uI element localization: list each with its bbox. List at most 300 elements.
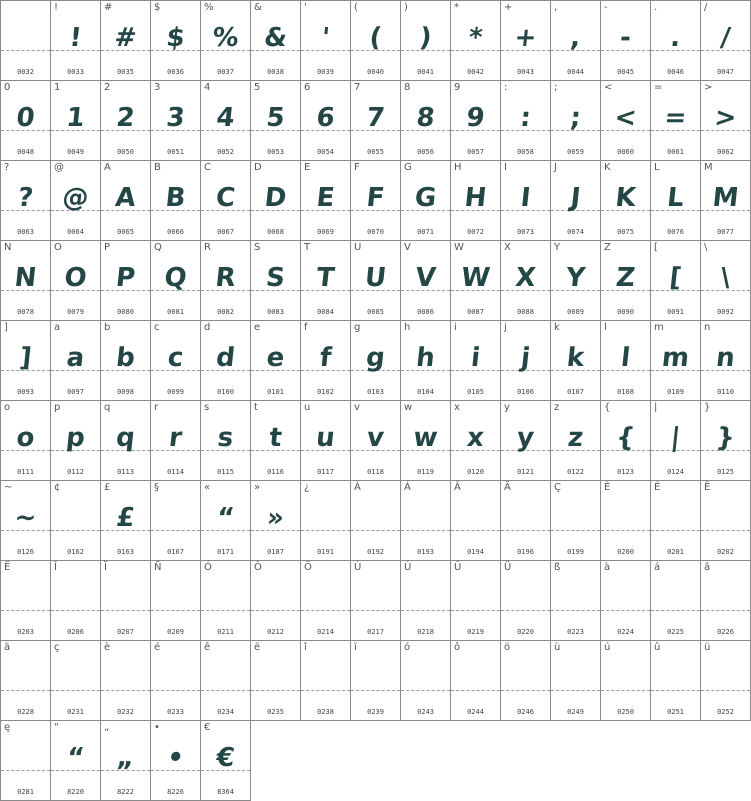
glyph-cell: [0, 160, 50, 240]
glyph-cell: [500, 480, 550, 560]
glyph-cell: [50, 640, 100, 720]
char-code: 0115: [217, 468, 234, 476]
glyph-cell: [600, 400, 650, 480]
glyph-sample: [599, 495, 653, 541]
glyph-cell: [350, 160, 400, 240]
glyph-cell: [650, 0, 700, 80]
character-label: ¿: [304, 482, 310, 493]
char-code: 0072: [467, 228, 484, 236]
glyph-cell: [200, 160, 250, 240]
glyph-cell: [600, 160, 650, 240]
glyph-sample: -: [618, 23, 633, 53]
glyph-sample: [649, 575, 703, 621]
glyph-sample: D: [263, 183, 288, 213]
character-label: Ç: [554, 482, 561, 493]
character-label: P: [104, 242, 111, 253]
character-label: l: [604, 322, 607, 333]
glyph-cell: [450, 160, 500, 240]
char-code: 0056: [417, 148, 434, 156]
character-label: B: [154, 162, 161, 173]
glyph-sample: [499, 655, 553, 701]
character-label: ù: [554, 642, 561, 653]
glyph-cell: [550, 560, 600, 640]
char-code: 8222: [117, 788, 134, 796]
glyph-sample: n: [714, 343, 737, 373]
glyph-sample: $: [164, 23, 187, 53]
glyph-sample: 6: [314, 103, 337, 133]
glyph-cell: [200, 80, 250, 160]
char-code: 0092: [717, 308, 734, 316]
glyph-sample: u: [314, 423, 337, 453]
character-label: 3: [154, 82, 161, 93]
char-code: 0108: [617, 388, 634, 396]
char-code: 0202: [717, 548, 734, 556]
glyph-sample: j: [519, 343, 532, 373]
character-label: 9: [454, 82, 461, 93]
char-code: 0075: [617, 228, 634, 236]
character-label: ': [304, 2, 307, 13]
glyph-cell: [0, 480, 50, 560]
character-label: 2: [104, 82, 111, 93]
character-label: <: [604, 82, 613, 93]
glyph-sample: ,: [568, 23, 583, 53]
character-label: o: [4, 402, 11, 413]
character-label: h: [404, 322, 411, 333]
char-code: 0042: [467, 68, 484, 76]
char-code: 0050: [117, 148, 134, 156]
char-code: 0101: [267, 388, 284, 396]
character-label: Ä: [504, 482, 511, 493]
glyph-sample: N: [13, 263, 38, 293]
glyph-cell: [250, 240, 300, 320]
character-label: “: [54, 722, 60, 733]
char-code: 8226: [167, 788, 184, 796]
glyph-cell: [150, 400, 200, 480]
character-label: §: [154, 482, 159, 493]
char-code: 0093: [17, 388, 34, 396]
character-label: \: [704, 242, 708, 253]
character-label: H: [454, 162, 462, 173]
character-label: Ë: [4, 562, 11, 573]
character-label: 6: [304, 82, 311, 93]
char-code: 0238: [317, 708, 334, 716]
glyph-sample: R: [213, 263, 238, 293]
glyph-cell: [200, 240, 250, 320]
character-label: q: [104, 402, 111, 413]
glyph-sample: Y: [564, 263, 587, 293]
char-code: 0040: [367, 68, 384, 76]
char-code: 0218: [417, 628, 434, 636]
char-code: 0244: [467, 708, 484, 716]
glyph-sample: /: [719, 23, 732, 53]
character-label: R: [204, 242, 211, 253]
char-code: 0112: [67, 468, 84, 476]
character-label: k: [554, 322, 560, 333]
glyph-sample: c: [166, 343, 185, 373]
character-label: ô: [454, 642, 461, 653]
char-code: 0162: [67, 548, 84, 556]
char-code: 0097: [67, 388, 84, 396]
glyph-cell: [250, 560, 300, 640]
character-label: e: [254, 322, 261, 333]
glyph-sample: b: [114, 343, 137, 373]
character-label: {: [604, 402, 611, 413]
glyph-sample: [349, 575, 403, 621]
character-label: Ù: [354, 562, 362, 573]
char-code: 0071: [417, 228, 434, 236]
glyph-cell: [0, 80, 50, 160]
glyph-cell: [400, 160, 450, 240]
glyph-sample: I: [519, 183, 532, 213]
char-code: 0194: [467, 548, 484, 556]
glyph-cell: [450, 320, 500, 400]
char-code: 0107: [567, 388, 584, 396]
character-label: b: [104, 322, 111, 333]
glyph-cell: [400, 480, 450, 560]
glyph-sample: L: [665, 183, 686, 213]
glyph-sample: f: [318, 343, 333, 373]
char-code: 0085: [367, 308, 384, 316]
character-label: Y: [554, 242, 561, 253]
character-label: 7: [354, 82, 361, 93]
glyph-cell: [300, 320, 350, 400]
char-code: 0235: [267, 708, 284, 716]
character-label: w: [404, 402, 413, 413]
glyph-cell: [100, 0, 150, 80]
char-code: 0209: [167, 628, 184, 636]
glyph-cell: [0, 560, 50, 640]
glyph-sample: a: [65, 343, 86, 373]
glyph-sample: O: [62, 263, 89, 293]
glyph-sample: U: [363, 263, 388, 293]
char-code: 8220: [67, 788, 84, 796]
glyph-cell: [600, 640, 650, 721]
char-code: 0125: [717, 468, 734, 476]
char-code: 0062: [717, 148, 734, 156]
glyph-sample: q: [114, 423, 137, 453]
glyph-sample: <: [613, 103, 638, 133]
char-code: 0250: [617, 708, 634, 716]
glyph-sample: ': [319, 23, 332, 53]
glyph-sample: S: [264, 263, 287, 293]
glyph-sample: v: [365, 423, 386, 453]
glyph-sample: [0, 15, 52, 61]
character-label: î: [304, 642, 307, 653]
char-code: 0118: [367, 468, 384, 476]
char-code: 0057: [467, 148, 484, 156]
glyph-sample: (: [367, 23, 384, 53]
glyph-cell: [650, 320, 700, 400]
glyph-cell: [0, 240, 50, 320]
character-label: £: [104, 482, 111, 493]
glyph-sample: [399, 575, 453, 621]
glyph-cell: [550, 80, 600, 160]
glyph-sample: •: [165, 743, 186, 773]
char-code: 0167: [167, 548, 184, 556]
character-label: j: [504, 322, 507, 333]
glyph-sample: .: [668, 23, 683, 53]
char-code: 0088: [517, 308, 534, 316]
glyph-sample: [649, 655, 703, 701]
glyph-cell: [650, 160, 700, 240]
glyph-sample: |: [669, 423, 682, 453]
character-label: ): [404, 2, 408, 13]
glyph-sample: [549, 575, 603, 621]
char-code: 0212: [267, 628, 284, 636]
glyph-cell: [700, 480, 751, 560]
glyph-sample: G: [413, 183, 438, 213]
glyph-sample: s: [216, 423, 235, 453]
glyph-sample: ?: [16, 183, 35, 213]
glyph-sample: *: [467, 23, 484, 53]
glyph-cell: [150, 640, 200, 720]
char-code: 0191: [317, 548, 334, 556]
character-label: L: [654, 162, 660, 173]
glyph-cell: [700, 160, 751, 240]
glyph-cell: [400, 240, 450, 320]
char-code: 0066: [167, 228, 184, 236]
character-label: ,: [554, 2, 558, 13]
glyph-cell: [250, 400, 300, 480]
glyph-cell: [550, 400, 600, 480]
character-label: ö: [504, 642, 511, 653]
char-code: 0041: [417, 68, 434, 76]
glyph-cell: [350, 320, 400, 400]
char-code: 0069: [317, 228, 334, 236]
glyph-cell: [100, 240, 150, 320]
char-code: 0060: [617, 148, 634, 156]
glyph-sample: [699, 655, 751, 701]
glyph-cell: [150, 160, 200, 240]
character-label: ¢: [54, 482, 61, 493]
char-code: 0113: [117, 468, 134, 476]
glyph-sample: T: [315, 263, 336, 293]
character-label: a: [54, 322, 61, 333]
character-label: K: [604, 162, 611, 173]
char-code: 0231: [67, 708, 84, 716]
character-label: «: [204, 482, 211, 493]
char-code: 0123: [617, 468, 634, 476]
glyph-sample: ]: [17, 343, 34, 373]
character-label: m: [654, 322, 664, 333]
char-code: 0078: [17, 308, 34, 316]
character-label: g: [354, 322, 361, 333]
glyph-cell: [700, 320, 751, 400]
char-code: 0099: [167, 388, 184, 396]
glyph-cell: [350, 560, 400, 640]
glyph-cell: [50, 560, 100, 640]
char-code: 0234: [217, 708, 234, 716]
character-label: ü: [704, 642, 711, 653]
glyph-sample: [699, 495, 751, 541]
character-label: |: [654, 402, 658, 413]
char-code: 0121: [517, 468, 534, 476]
glyph-cell: [450, 0, 500, 80]
character-label: Ö: [304, 562, 312, 573]
character-label: /: [704, 2, 708, 13]
glyph-cell: [700, 0, 751, 80]
glyph-sample: h: [414, 343, 437, 373]
character-label: Z: [604, 242, 611, 253]
glyph-cell: [350, 0, 400, 80]
character-label: :: [504, 82, 508, 93]
char-code: 0064: [67, 228, 84, 236]
character-label: d: [204, 322, 211, 333]
glyph-sample: [549, 655, 603, 701]
char-code: 0048: [17, 148, 34, 156]
glyph-cell: [600, 80, 650, 160]
glyph-sample: £: [114, 503, 137, 533]
character-label: N: [4, 242, 12, 253]
glyph-cell: [50, 240, 100, 320]
char-code: 0068: [267, 228, 284, 236]
glyph-sample: [599, 655, 653, 701]
character-label: ä: [4, 642, 11, 653]
character-label: è: [104, 642, 111, 653]
character-label: >: [704, 82, 713, 93]
glyph-sample: i: [469, 343, 482, 373]
glyph-cell: [150, 240, 200, 320]
char-code: 0059: [567, 148, 584, 156]
glyph-cell: [300, 0, 350, 80]
glyph-cell: [0, 720, 50, 801]
glyph-cell: [350, 80, 400, 160]
character-label: â: [704, 562, 711, 573]
char-code: 0043: [517, 68, 534, 76]
char-code: 0084: [317, 308, 334, 316]
char-code: 0074: [567, 228, 584, 236]
glyph-cell: [150, 720, 200, 801]
char-code: 0192: [367, 548, 384, 556]
glyph-cell: [350, 480, 400, 560]
character-label: x: [454, 402, 460, 413]
character-label: ?: [4, 162, 10, 173]
glyph-cell: [300, 80, 350, 160]
char-code: 0082: [217, 308, 234, 316]
glyph-cell: [300, 240, 350, 320]
character-label: 4: [204, 82, 211, 93]
glyph-cell: [150, 480, 200, 560]
glyph-cell: [500, 0, 550, 80]
glyph-cell: [200, 480, 250, 560]
glyph-cell: [100, 160, 150, 240]
glyph-sample: [299, 575, 353, 621]
char-code: 0105: [467, 388, 484, 396]
char-code: 0079: [67, 308, 84, 316]
char-code: 0193: [417, 548, 434, 556]
glyph-cell: [300, 560, 350, 640]
char-code: 0106: [517, 388, 534, 396]
char-code: 0196: [517, 548, 534, 556]
char-code: 0203: [17, 628, 34, 636]
glyph-sample: [0, 575, 52, 621]
glyph-sample: A: [113, 183, 138, 213]
glyph-sample: [299, 655, 353, 701]
char-code: 0045: [617, 68, 634, 76]
glyph-cell: [700, 80, 751, 160]
char-code: 0089: [567, 308, 584, 316]
glyph-cell: [600, 240, 650, 320]
char-code: 0047: [717, 68, 734, 76]
char-code: 0090: [617, 308, 634, 316]
char-code: 0087: [467, 308, 484, 316]
character-label: ë: [254, 642, 261, 653]
character-label: Ó: [204, 562, 212, 573]
glyph-sample: »: [265, 503, 286, 533]
glyph-sample: !: [67, 23, 83, 53]
glyph-cell: [50, 320, 100, 400]
glyph-cell: [550, 320, 600, 400]
glyph-cell: [550, 480, 600, 560]
glyph-sample: =: [663, 103, 688, 133]
char-code: 0201: [667, 548, 684, 556]
glyph-sample: d: [214, 343, 237, 373]
glyph-sample: [: [667, 263, 684, 293]
character-label: à: [604, 562, 611, 573]
glyph-cell: [700, 640, 751, 721]
glyph-sample: [399, 495, 453, 541]
glyph-cell: [200, 0, 250, 80]
glyph-sample: m: [660, 343, 691, 373]
glyph-cell: [50, 160, 100, 240]
character-label: !: [54, 2, 59, 13]
glyph-sample: Z: [614, 263, 637, 293]
glyph-sample: 0: [14, 103, 37, 133]
glyph-cell: [700, 560, 751, 640]
char-code: 0067: [217, 228, 234, 236]
character-label: #: [104, 2, 113, 13]
char-code: 0033: [67, 68, 84, 76]
char-code: 0073: [517, 228, 534, 236]
glyph-cell: [150, 80, 200, 160]
char-code: 0081: [167, 308, 184, 316]
char-code: 0110: [717, 388, 734, 396]
char-code: 0122: [567, 468, 584, 476]
glyph-cell: [450, 640, 500, 721]
character-label: ó: [404, 642, 411, 653]
glyph-cell: [200, 320, 250, 400]
glyph-sample: %: [210, 23, 241, 53]
char-code: 0091: [667, 308, 684, 316]
character-label: 5: [254, 82, 261, 93]
character-label: f: [304, 322, 308, 333]
glyph-cell: [150, 320, 200, 400]
glyph-cell: [100, 80, 150, 160]
glyph-sample: [0, 735, 52, 781]
char-code: 0086: [417, 308, 434, 316]
char-code: 8364: [217, 788, 234, 796]
glyph-cell: [250, 480, 300, 560]
character-label: @: [54, 162, 64, 173]
glyph-sample: [449, 495, 503, 541]
glyph-sample: 7: [364, 103, 387, 133]
glyph-sample: V: [413, 263, 438, 293]
glyph-cell: [500, 640, 550, 721]
glyph-sample: [599, 575, 653, 621]
char-code: 0211: [217, 628, 234, 636]
character-label: €: [204, 722, 211, 733]
char-code: 0035: [117, 68, 134, 76]
char-code: 0061: [667, 148, 684, 156]
glyph-sample: 2: [114, 103, 137, 133]
glyph-sample: 1: [64, 103, 87, 133]
char-code: 0065: [117, 228, 134, 236]
glyph-sample: [99, 575, 153, 621]
char-code: 0116: [267, 468, 284, 476]
character-label: •: [154, 722, 160, 733]
glyph-sample: [149, 655, 203, 701]
char-code: 0226: [717, 628, 734, 636]
